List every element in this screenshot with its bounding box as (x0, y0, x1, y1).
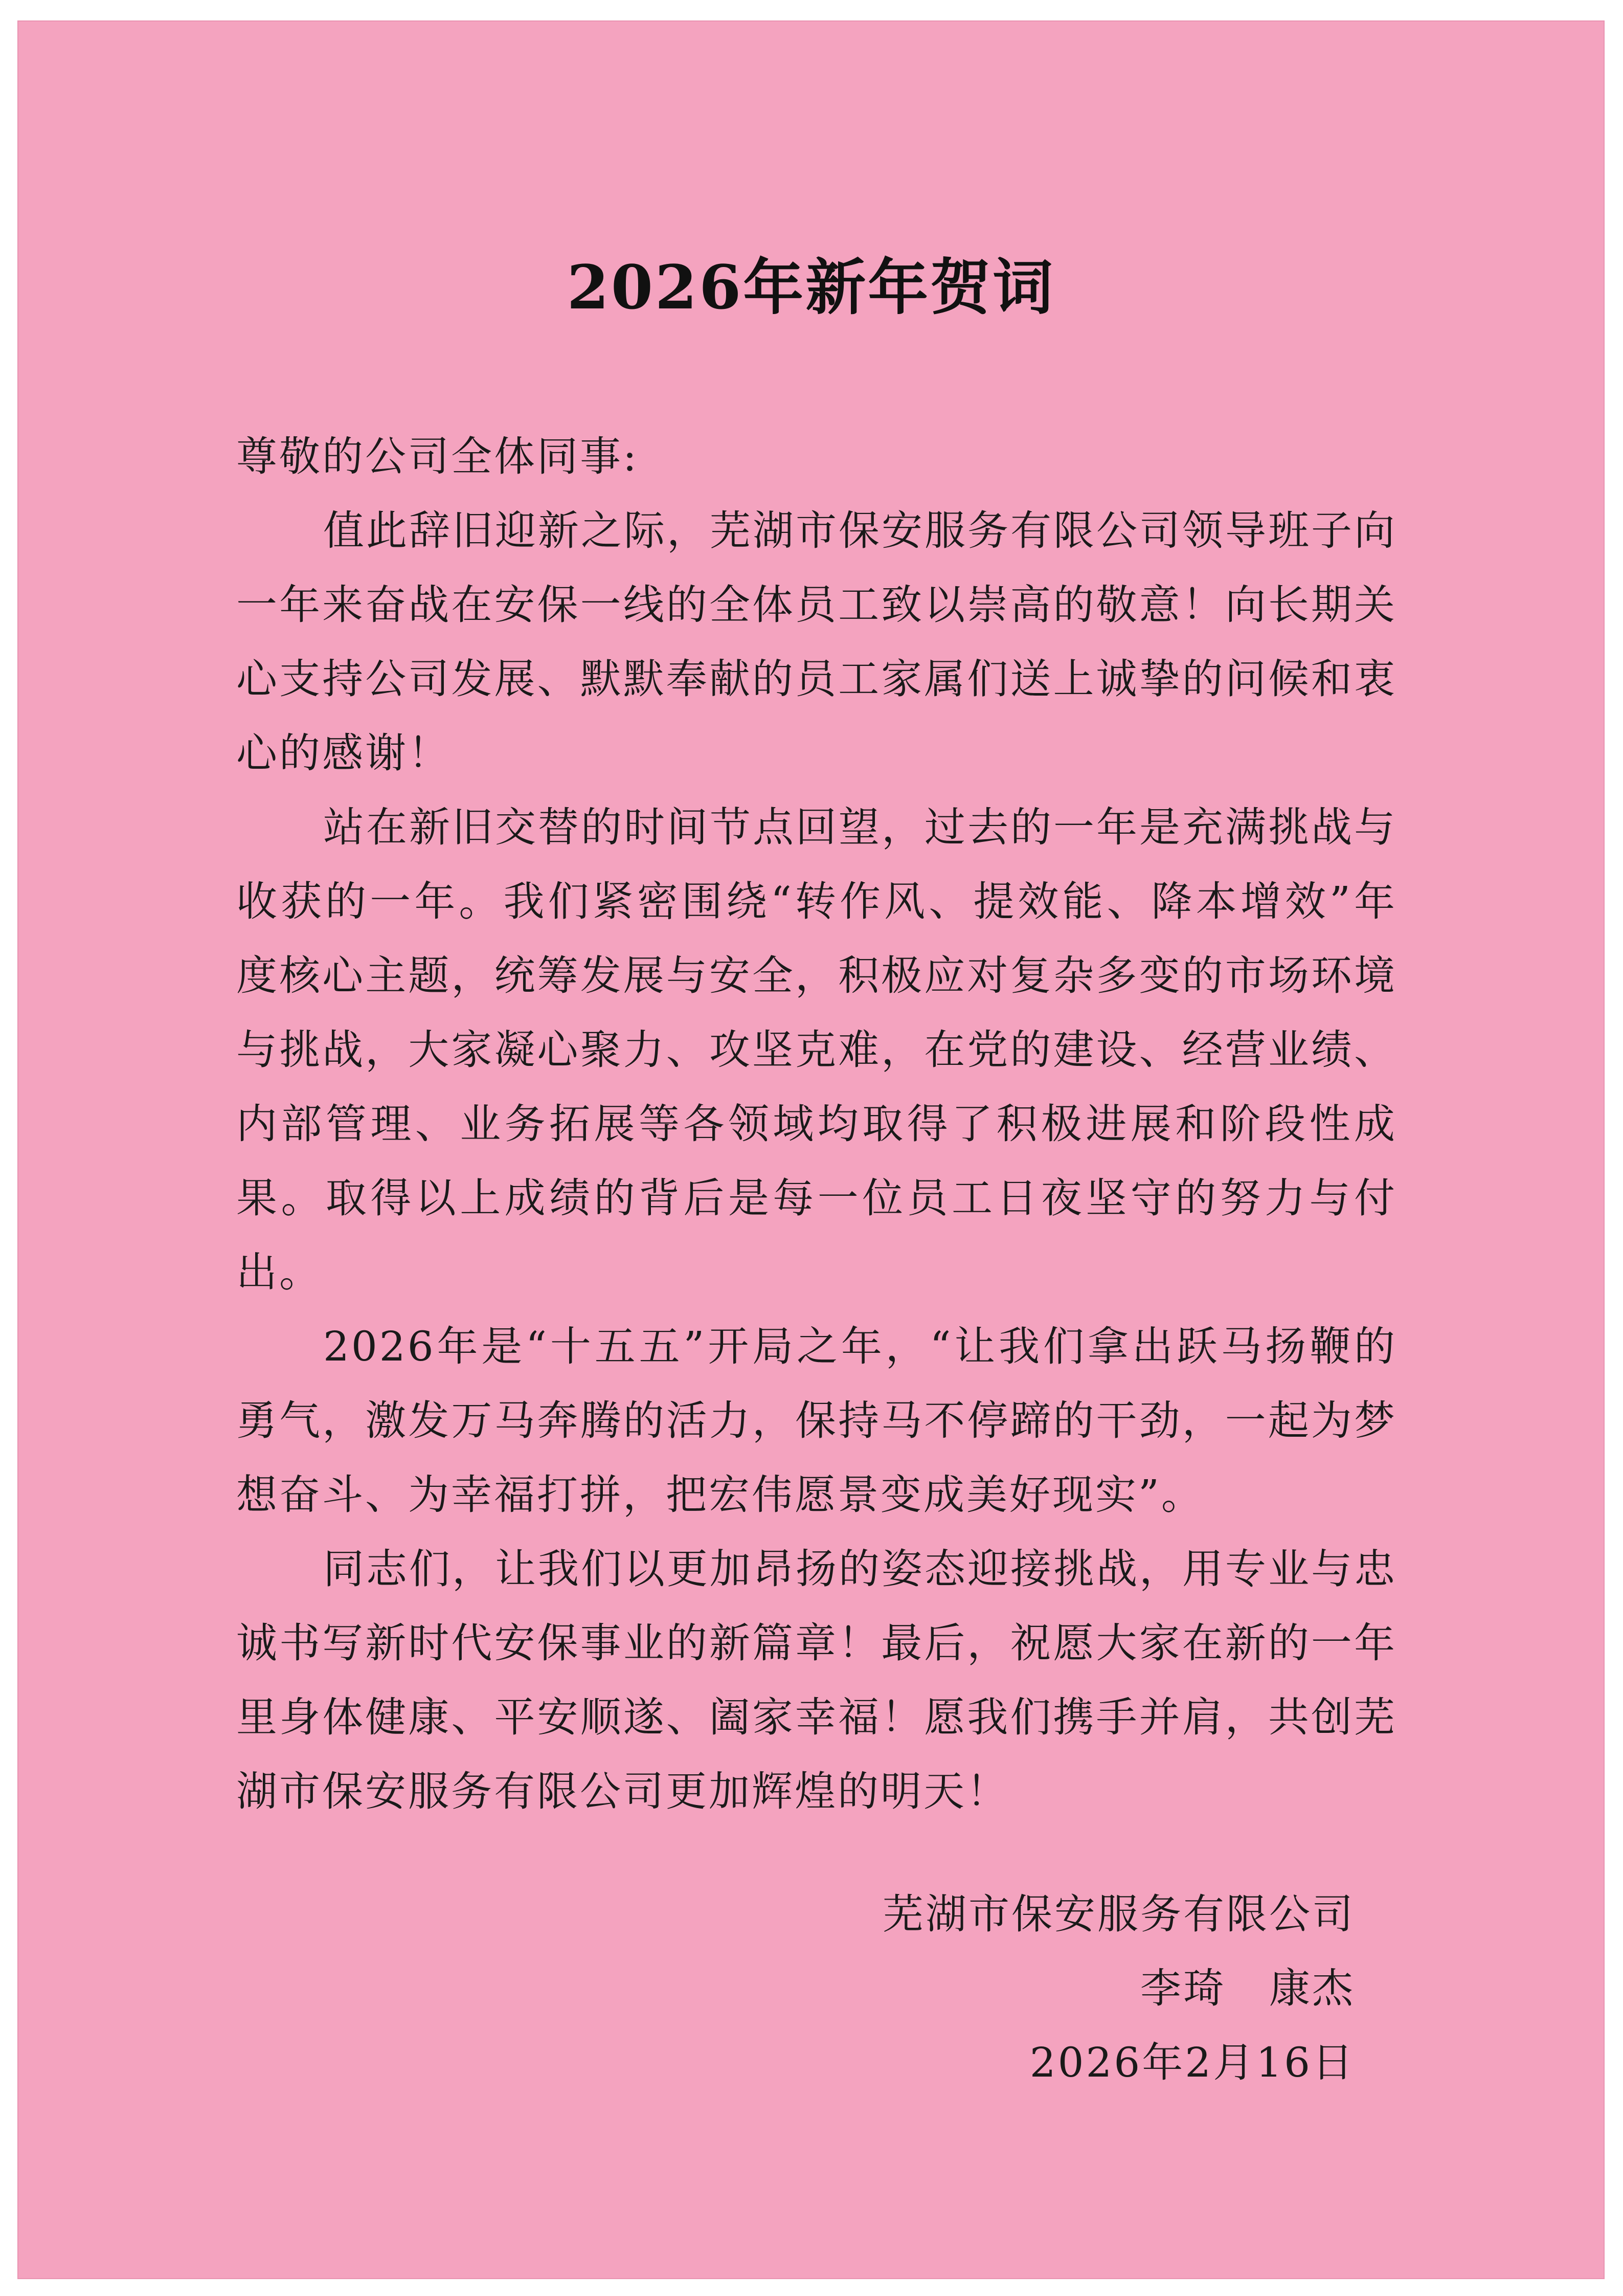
document-title: 2026年新年贺词 (567, 252, 1055, 323)
paragraph-review: 站在新旧交替的时间节点回望，过去的一年是充满挑战与收获的一年。我们紧密围绕“转作风、提效能、降本增效”年度核心主题，统筹发展与安全，积极应对复杂多变的市场环境与挑战，大家凝心聚力、攻坚克难，在党的建设、经营业绩、内部管理、业务拓展等各领域均取得了积极进展和阶段性成果。取得以上成绩的背后是每一位员工日夜坚守的努力与付出。 (236, 804, 1397, 1296)
signature-company: 芜湖市保安服务有限公司 (883, 1890, 1355, 1938)
signature-date: 2026年2月16日 (1029, 2039, 1355, 2086)
salutation: 尊敬的公司全体同事: (236, 433, 639, 480)
signature-signers: 李琦 康杰 (1140, 1965, 1355, 2012)
paragraph-greeting: 值此辞旧迎新之际，芜湖市保安服务有限公司领导班子向一年来奋战在安保一线的全体员工致以崇高的敬意！向长期关心支持公司发展、默默奉献的员工家属们送上诚挚的问候和衷心的感谢！ (236, 507, 1397, 777)
paragraph-closing: 同志们，让我们以更加昂扬的姿态迎接挑战，用专业与忠诚书写新时代安保事业的新篇章！最后，祝愿大家在新的一年里身体健康、平安顺遂、阖家幸福！愿我们携手并肩，共创芜湖市保安服务有限公司更加辉煌的明天！ (236, 1545, 1397, 1815)
letter-body (236, 419, 1397, 1829)
paragraph-outlook: 2026年是“十五五”开局之年，“让我们拿出跃马扬鞭的勇气，激发万马奔腾的活力，保持马不停蹄的干劲，一起为梦想奋斗、为幸福打拼，把宏伟愿景变成美好现实”。 (236, 1323, 1397, 1519)
signature-block (883, 1877, 1355, 2100)
letter-paper (17, 20, 1605, 2279)
